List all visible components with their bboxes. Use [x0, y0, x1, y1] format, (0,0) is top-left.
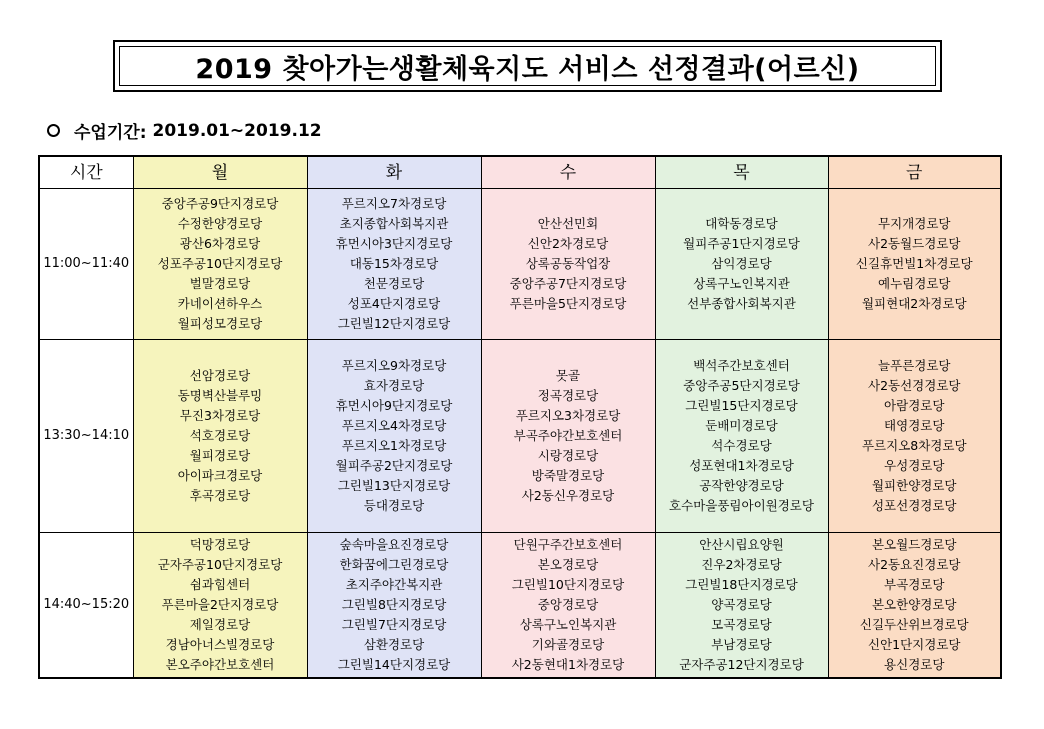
- venue-name: 군자주공10단지경로당: [157, 557, 283, 572]
- schedule-cell-thu: [655, 533, 828, 679]
- period-label: 수업기간:: [74, 123, 147, 143]
- time-slot: 13:30~14:10: [39, 340, 133, 533]
- venue-name: 쉼과힘센터: [189, 577, 251, 592]
- schedule-cell-thu: [655, 189, 828, 340]
- venue-name: 월피주공1단지경로당: [683, 236, 800, 251]
- venue-name: 중앙주공7단지경로당: [509, 276, 627, 291]
- venue-name: 아이파크경로당: [177, 468, 263, 483]
- venue-name: 선암경로당: [189, 368, 251, 383]
- venue-name: 그린빌14단지경로당: [337, 657, 451, 672]
- venue-name: 석호경로당: [189, 428, 251, 443]
- venue-name: 제일경로당: [189, 617, 251, 632]
- venue-name: 단원구주간보호센터: [513, 537, 623, 552]
- venue-name: 시랑경로당: [537, 448, 599, 463]
- venue-name: 석수경로당: [711, 438, 772, 453]
- venue-name: 늘푸른경로당: [878, 358, 951, 373]
- venue-name: 후곡경로당: [189, 488, 251, 503]
- venue-name: 동명벽산블루밍: [177, 388, 263, 403]
- venue-name: 월피한양경로당: [871, 478, 957, 493]
- header-row: [39, 156, 1001, 189]
- schedule-cell-tue: [307, 533, 481, 679]
- venue-name: 그린빌15단지경로당: [685, 398, 798, 413]
- venue-name: 한화꿈에그린경로당: [339, 557, 449, 572]
- venue-name: 대동15차경로당: [349, 256, 439, 271]
- venue-name: 사2동현대1차경로당: [511, 657, 625, 672]
- header-tue: 화: [307, 156, 481, 189]
- venue-name: 사2동선경경로당: [868, 378, 961, 393]
- venue-name: 그린빌12단지경로당: [337, 316, 451, 331]
- schedule-cell-fri: [828, 340, 1001, 533]
- schedule-table: [38, 155, 1002, 679]
- venue-name: 무진3차경로당: [179, 408, 261, 423]
- page-title: 2019 찾아가는생활체육지도 서비스 선정결과(어르신): [119, 46, 936, 86]
- venue-name: 무지개경로당: [878, 216, 951, 231]
- venue-name: 태영경로당: [884, 418, 945, 433]
- header-thu: 목: [655, 156, 828, 189]
- venue-name: 그린빌8단지경로당: [341, 597, 447, 612]
- venue-name: 삼익경로당: [711, 256, 772, 271]
- venue-name: 효자경로당: [363, 378, 425, 393]
- venue-name: 푸른마을2단지경로당: [161, 597, 279, 612]
- venue-name: 본오월드경로당: [871, 537, 957, 552]
- venue-name: 사2동요진경로당: [868, 557, 961, 572]
- venue-name: 공작한양경로당: [699, 478, 784, 493]
- venue-name: 상록구노인복지관: [693, 276, 790, 291]
- time-slot: 14:40~15:20: [39, 533, 133, 679]
- venue-name: 기와골경로당: [531, 637, 605, 652]
- venue-name: 초지종합사회복지관: [339, 216, 449, 231]
- venue-name: 중앙주공9단지경로당: [161, 196, 279, 211]
- venue-name: 둔배미경로당: [705, 418, 778, 433]
- schedule-cell-wed: [481, 340, 655, 533]
- venue-name: 광산6차경로당: [179, 236, 261, 251]
- venue-name: 부곡주야간보호센터: [513, 428, 623, 443]
- table-row: [39, 340, 1001, 533]
- venue-name: 휴먼시아9단지경로당: [335, 398, 453, 413]
- venue-name: 그린빌7단지경로당: [341, 617, 447, 632]
- venue-name: 중앙주공5단지경로당: [683, 378, 800, 393]
- venue-name: 그린빌18단지경로당: [685, 577, 798, 592]
- schedule-cell-thu: [655, 340, 828, 533]
- venue-name: 양곡경로당: [711, 597, 772, 612]
- schedule-cell-tue: [307, 340, 481, 533]
- venue-name: 경남아너스빌경로당: [165, 637, 275, 652]
- header-wed: 수: [481, 156, 655, 189]
- schedule-cell-tue: [307, 189, 481, 340]
- venue-name: 진우2차경로당: [701, 557, 782, 572]
- venue-name: 방죽말경로당: [531, 468, 605, 483]
- header-mon: 월: [133, 156, 307, 189]
- venue-name: 부곡경로당: [884, 577, 945, 592]
- venue-name: 천문경로당: [363, 276, 425, 291]
- venue-name: 푸르지오4차경로당: [341, 418, 447, 433]
- venue-name: 부남경로당: [711, 637, 772, 652]
- schedule-cell-mon: [133, 189, 307, 340]
- venue-name: 그린빌10단지경로당: [511, 577, 625, 592]
- venue-name: 벌말경로당: [189, 276, 251, 291]
- schedule-cell-fri: [828, 189, 1001, 340]
- venue-name: 아람경로당: [884, 398, 945, 413]
- venue-name: 호수마을풍림아이원경로당: [669, 498, 814, 513]
- schedule-cell-mon: [133, 340, 307, 533]
- venue-name: 월피성모경로당: [177, 316, 263, 331]
- venue-name: 신길두산위브경로당: [859, 617, 969, 632]
- venue-name: 못골: [555, 368, 581, 383]
- venue-name: 푸르지오8차경로당: [861, 438, 967, 453]
- venue-name: 초지주야간복지관: [345, 577, 443, 592]
- schedule-cell-fri: [828, 533, 1001, 679]
- circle-bullet-icon: [47, 124, 60, 137]
- venue-name: 중앙경로당: [537, 597, 599, 612]
- venue-name: 푸르지오3차경로당: [515, 408, 621, 423]
- period-value: 2019.01~2019.12: [152, 120, 322, 141]
- venue-name: 본오한양경로당: [871, 597, 957, 612]
- venue-name: 월피경로당: [189, 448, 251, 463]
- table-row: [39, 189, 1001, 340]
- venue-name: 선부종합사회복지관: [687, 296, 796, 311]
- venue-name: 카네이션하우스: [177, 296, 263, 311]
- time-slot: 11:00~11:40: [39, 189, 133, 340]
- venue-name: 안산선민회: [537, 216, 599, 231]
- schedule-cell-wed: [481, 189, 655, 340]
- venue-name: 월피주공2단지경로당: [335, 458, 453, 473]
- venue-name: 본오경로당: [537, 557, 599, 572]
- venue-name: 용신경로당: [884, 657, 945, 672]
- venue-name: 푸르지오7차경로당: [341, 196, 447, 211]
- venue-name: 정곡경로당: [537, 388, 599, 403]
- venue-name: 사2동월드경로당: [868, 236, 961, 251]
- venue-name: 예누림경로당: [878, 276, 951, 291]
- venue-name: 등대경로당: [363, 498, 425, 513]
- venue-name: 우성경로당: [884, 458, 945, 473]
- class-period: [47, 118, 322, 143]
- schedule-cell-mon: [133, 533, 307, 679]
- venue-name: 안산시립요양원: [699, 537, 784, 552]
- table-row: [39, 533, 1001, 679]
- schedule-cell-wed: [481, 533, 655, 679]
- header-fri: 금: [828, 156, 1001, 189]
- venue-name: 삼환경로당: [363, 637, 425, 652]
- venue-name: 상록구노인복지관: [519, 617, 617, 632]
- venue-name: 사2동신우경로당: [521, 488, 615, 503]
- venue-name: 푸르지오9차경로당: [341, 358, 447, 373]
- venue-name: 군자주공12단지경로당: [679, 657, 804, 672]
- venue-name: 성포4단지경로당: [347, 296, 441, 311]
- venue-name: 상록공동작업장: [525, 256, 611, 271]
- venue-name: 신길휴먼빌1차경로당: [855, 256, 973, 271]
- header-time: 시간: [39, 156, 133, 189]
- venue-name: 숲속마을요진경로당: [339, 537, 449, 552]
- venue-name: 성포현대1차경로당: [689, 458, 794, 473]
- title-box: [113, 40, 942, 92]
- venue-name: 푸르지오1차경로당: [341, 438, 447, 453]
- venue-name: 본오주야간보호센터: [165, 657, 275, 672]
- venue-name: 신안2차경로당: [527, 236, 609, 251]
- venue-name: 백석주간보호센터: [693, 358, 790, 373]
- venue-name: 그린빌13단지경로당: [337, 478, 451, 493]
- venue-name: 성포선경경로당: [871, 498, 957, 513]
- venue-name: 월피현대2차경로당: [861, 296, 967, 311]
- venue-name: 덕망경로당: [189, 537, 251, 552]
- venue-name: 성포주공10단지경로당: [157, 256, 283, 271]
- venue-name: 수정한양경로당: [177, 216, 263, 231]
- venue-name: 신안1단지경로당: [868, 637, 961, 652]
- venue-name: 대학동경로당: [705, 216, 778, 231]
- venue-name: 휴먼시아3단지경로당: [335, 236, 453, 251]
- venue-name: 모곡경로당: [711, 617, 772, 632]
- venue-name: 푸른마을5단지경로당: [509, 296, 627, 311]
